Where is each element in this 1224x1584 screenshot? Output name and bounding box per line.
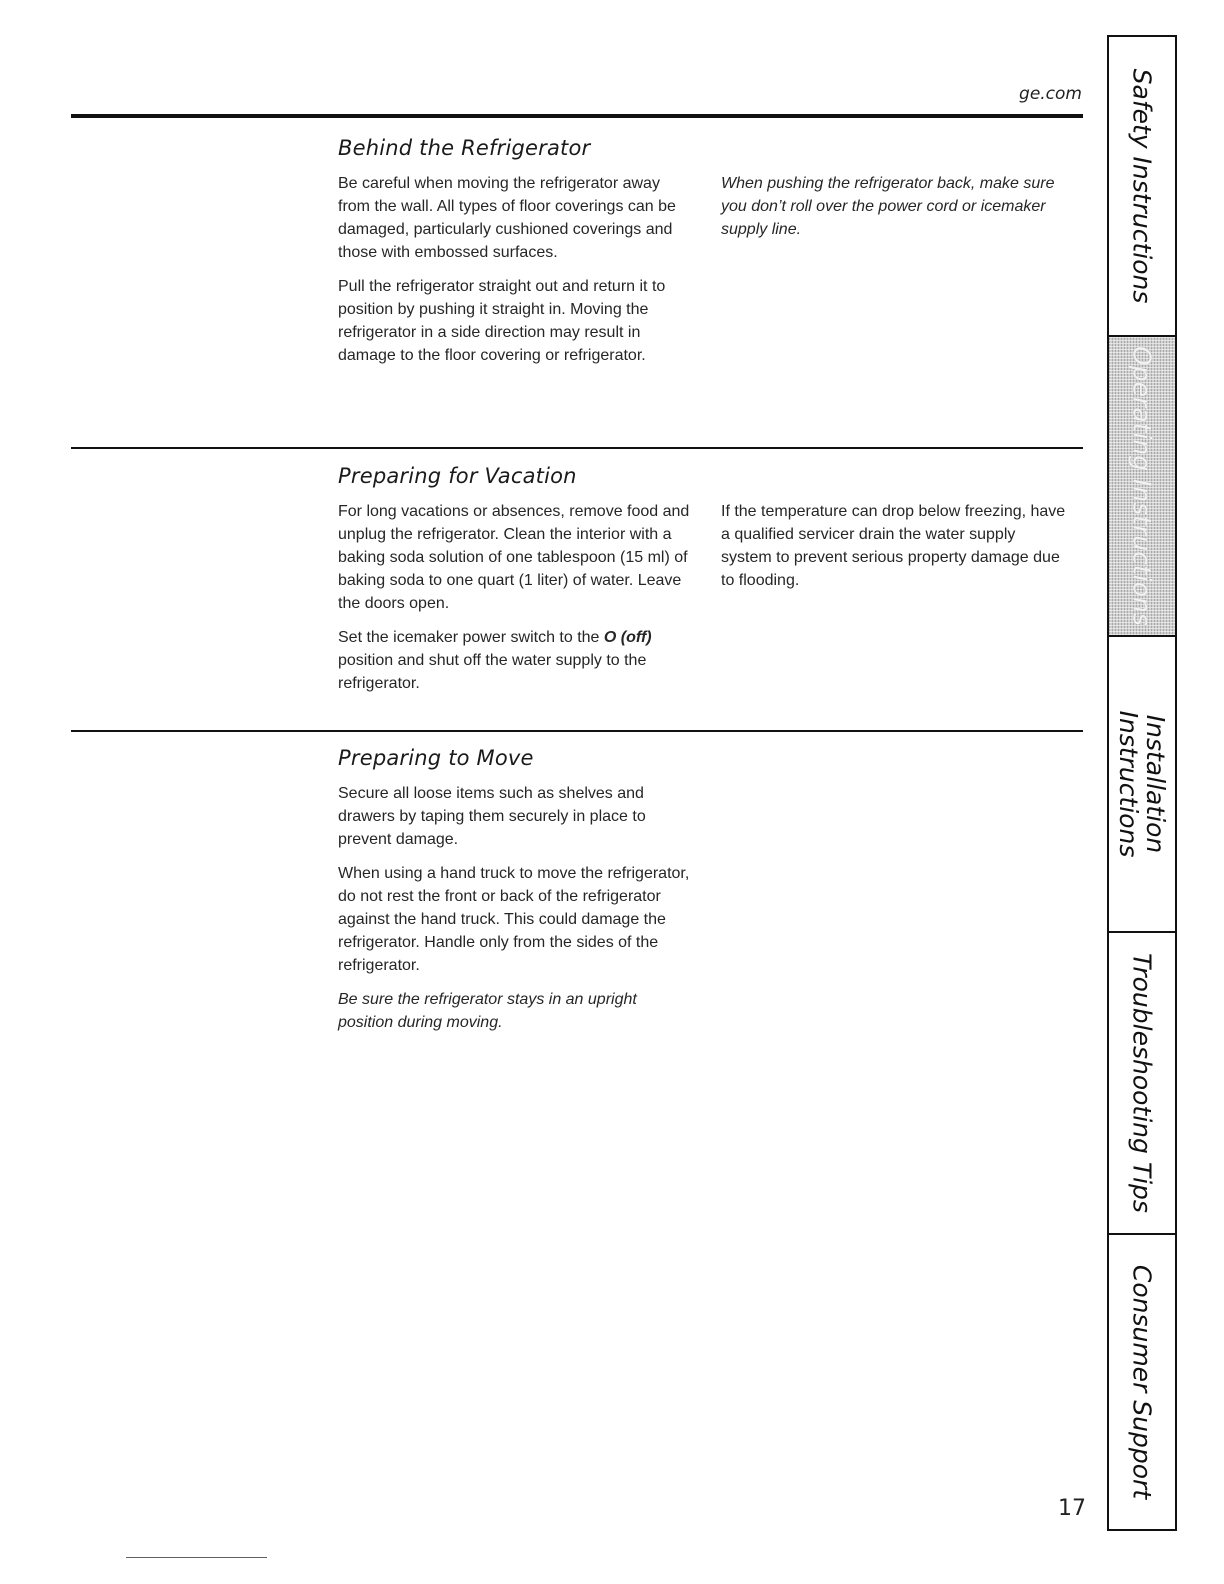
section-preparing-move xyxy=(338,746,1083,1045)
section-title: Preparing to Move xyxy=(338,746,534,770)
footer-link-underline xyxy=(126,1557,267,1558)
paragraph: When using a hand truck to move the refrigerator, do not rest the front or back of the refrigerator against the hand truck. This could damage the refrigerator. Handle only from the sides of the refrigerator. xyxy=(338,865,690,974)
section-divider xyxy=(71,447,1083,449)
section-title: Preparing for Vacation xyxy=(338,464,577,488)
text-run: Set the icemaker power switch to the xyxy=(338,629,604,646)
paragraph: For long vacations or absences, remove food and unplug the refrigerator. Clean the interior with a baking soda solution of one tablespoon (15 ml) of baking soda to one quart (1 liter) of water. Leave the doors open. xyxy=(338,503,690,612)
site-url: ge.com xyxy=(1019,84,1082,104)
tab-label-line: Instructions xyxy=(1114,710,1143,858)
page-number: 17 xyxy=(1058,1496,1086,1521)
switch-off-label: O (off) xyxy=(603,629,652,646)
tab-label: Troubleshooting Tips xyxy=(1127,953,1157,1213)
tab-label: Consumer Support xyxy=(1127,1264,1157,1500)
tab-label xyxy=(1115,711,1169,858)
section-behind-refrigerator xyxy=(338,136,1083,378)
paragraph: If the temperature can drop below freezing, have a qualified servicer drain the water supply system to prevent serious property damage due to flooding. xyxy=(721,503,1066,589)
tab-installation-instructions[interactable] xyxy=(1109,637,1175,933)
tab-troubleshooting-tips[interactable] xyxy=(1109,933,1175,1235)
note-paragraph: Be sure the refrigerator stays in an upright position during moving. xyxy=(338,991,637,1031)
tab-label: Operating Instructions xyxy=(1127,346,1157,626)
paragraph: Be careful when moving the refrigerator away from the wall. All types of floor coverings can be damaged, particularly cushioned coverings and those with embossed surfaces. xyxy=(338,175,676,261)
tab-consumer-support[interactable] xyxy=(1109,1235,1175,1529)
paragraph: Pull the refrigerator straight out and return it to position by pushing it straight in. Moving the refrigerator in a side direction may result in damage to the floor covering or refrigerator. xyxy=(338,278,666,364)
header-rule xyxy=(71,114,1083,118)
side-tab-bar xyxy=(1107,35,1177,1531)
note-paragraph: When pushing the refrigerator back, make sure you don’t roll over the power cord or icemaker supply line. xyxy=(721,175,1055,238)
text-run: position and shut off the water supply to the refrigerator. xyxy=(338,652,647,692)
tab-safety-instructions[interactable] xyxy=(1109,37,1175,337)
section-title: Behind the Refrigerator xyxy=(338,136,591,160)
tab-operating-instructions[interactable] xyxy=(1109,337,1175,637)
paragraph: Secure all loose items such as shelves and drawers by taping them securely in place to prevent damage. xyxy=(338,785,646,848)
paragraph xyxy=(338,626,693,695)
section-divider xyxy=(71,730,1083,732)
section-preparing-vacation xyxy=(338,464,1083,706)
tab-label-line: Installation xyxy=(1141,714,1170,854)
tab-label: Safety Instructions xyxy=(1127,68,1157,304)
